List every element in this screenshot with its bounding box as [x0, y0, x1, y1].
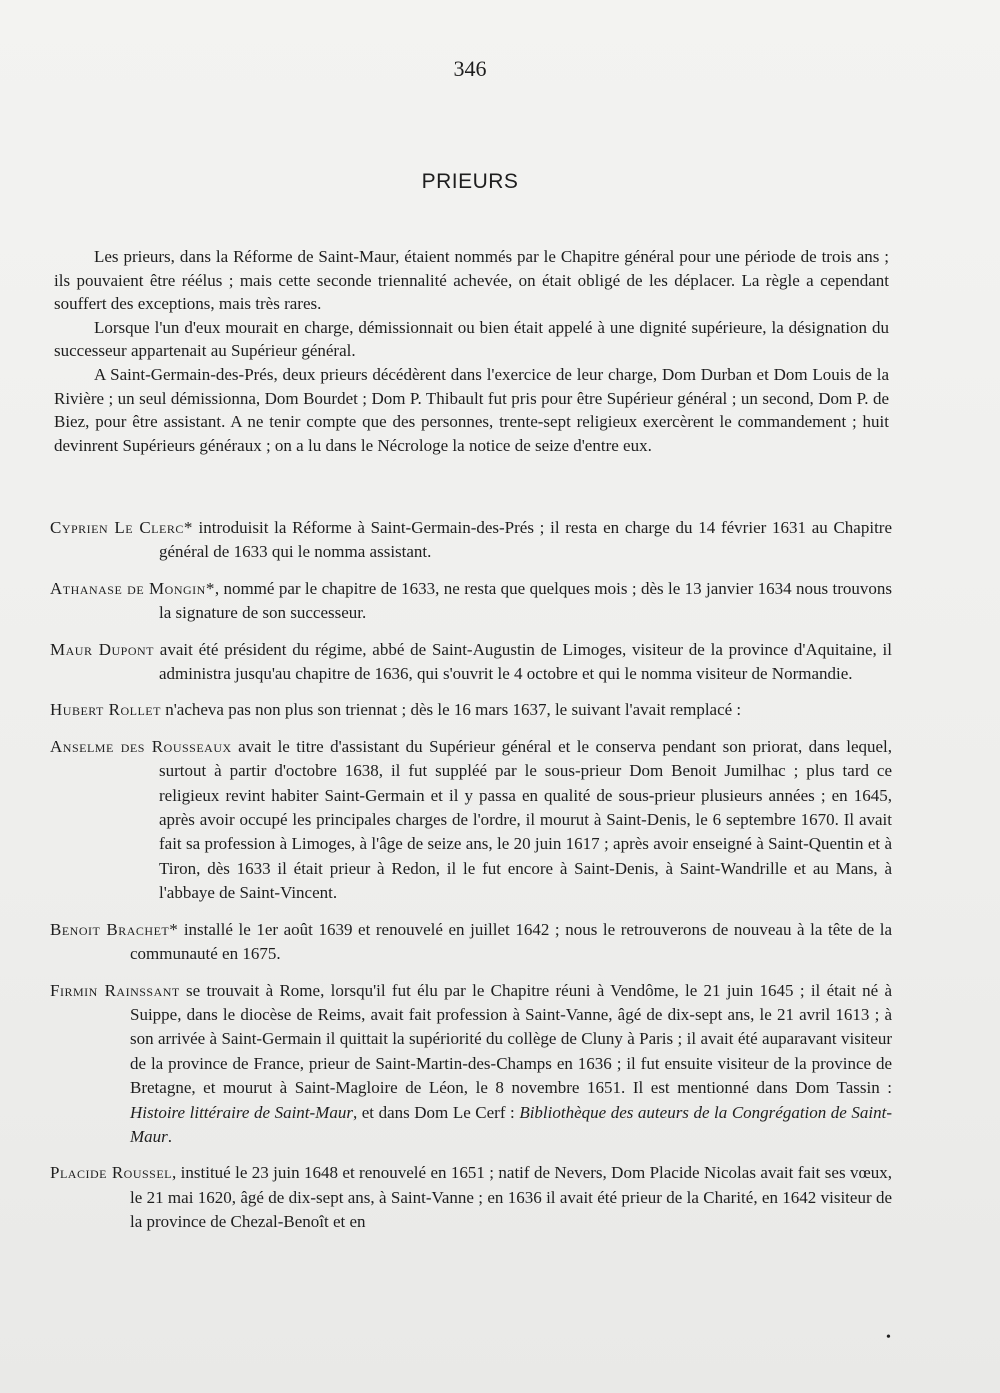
- prior-name: Anselme des Rousseaux: [50, 736, 232, 756]
- prior-entry: [50, 735, 892, 906]
- book-title-histoire: Histoire littéraire de Saint-Maur: [130, 1102, 353, 1122]
- prior-text: se trouvait à Rome, lorsqu'il fut élu par le Chapitre réuni à Vendôme, le 21 juin 1645 ; il était né à Suippe, dans le diocèse de Reims, avait fait profession à Saint-Vanne, âgé de dix-sept ans, le 21 avril 1613 ; à son arrivée à Saint-Germain il quittait la supériorité du collège de Cluny à Paris ; il avait été auparavant visiteur de la province de France, prieur de Saint-Martin-des-Champs en 1636 ; il fut ensuite visiteur de la province de Bretagne, et mourut à Saint-Magloire de Léon, le 8 novembre 1651. Il est mentionné dans Dom Tassin :: [130, 980, 892, 1098]
- prior-entry: [50, 698, 892, 722]
- page-mark: •: [886, 1330, 891, 1345]
- prior-entry: [50, 638, 892, 687]
- prior-name: Firmin Rainssant: [50, 980, 180, 1000]
- prior-entry: [50, 577, 892, 626]
- prior-name: Athanase de Mongin*: [50, 578, 215, 598]
- book-title-bibliotheque: Bibliothèque des auteurs de la Congrégation de Saint-Maur: [130, 1102, 892, 1146]
- prior-text: , institué le 23 juin 1648 et renouvelé en 1651 ; natif de Nevers, Dom Placide Nicolas avait fait ses vœux, le 21 mai 1620, âgé de dix-sept ans, à Saint-Vanne ; en 1636 il avait été prieur de la Charité, en 1642 visiteur de la province de Chezal-Benoît et en: [130, 1163, 892, 1232]
- intro-paragraph: Lorsque l'un d'eux mourait en charge, démissionnait ou bien était appelé à une dignité supérieure, la désignation du successeur appartenait au Supérieur général.: [54, 317, 889, 361]
- page-number: 346: [453, 56, 487, 81]
- prior-text: installé le 1er août 1639 et renouvelé en juillet 1642 ; nous le retrouverons de nouveau à la tête de la communauté en 1675.: [130, 919, 892, 964]
- intro-section: [54, 245, 889, 457]
- prior-name: Benoit Brachet*: [50, 919, 179, 939]
- prior-text: n'acheva pas non plus son triennat ; dès le 16 mars 1637, le suivant l'avait remplacé :: [160, 700, 742, 720]
- page-title: PRIEURS: [421, 170, 519, 193]
- prior-name: Cyprien Le Clerc*: [50, 518, 193, 537]
- prior-text-mid: , et dans Dom Le Cerf :: [352, 1102, 520, 1122]
- prior-entry: [50, 516, 892, 565]
- intro-paragraph: Les prieurs, dans la Réforme de Saint-Maur, étaient nommés par le Chapitre général pour une période de trois ans ; ils pouvaient être réélus ; mais cette seconde triennalité achevée, on était obligé de les déplacer. La règle a cependant souffert des exceptions, mais très rares.: [54, 247, 889, 314]
- prior-text-end: .: [167, 1126, 173, 1146]
- prior-name: Hubert Rollet: [50, 700, 161, 720]
- prior-entry: [50, 1161, 892, 1234]
- prior-list: [50, 516, 892, 1247]
- prior-text: avait le titre d'assistant du Supérieur général et le conserva pendant son priorat, dans lequel, surtout à partir d'octobre 1638, il fut suppléé par le sous-prieur Dom Benoit Jumilhac ; plus tard ce religieux revint habiter Saint-Germain et il y passa en qualité de sous-prieur plusieurs années ; en 1645, après avoir occupé les principales charges de l'ordre, il mourut à Saint-Denis, le 6 septembre 1670. Il avait fait sa profession à Limoges, à l'âge de seize ans, le 20 juin 1617 ; après avoir enseigné à Saint-Quentin et à Tiron, dès 1633 il était prieur à Redon, il le fut encore à Saint-Denis, à Saint-Wandrille et au Mans, à l'abbaye de Saint-Vincent.: [159, 736, 893, 903]
- prior-text: , nommé par le chapitre de 1633, ne resta que quelques mois ; dès le 13 janvier 1634 nous trouvons la signature de son successeur.: [159, 578, 893, 623]
- prior-text: introduisit la Réforme à Saint-Germain-des-Prés ; il resta en charge du 14 février 1631 au Chapitre général de 1633 qui le nomma assistant.: [159, 518, 893, 562]
- prior-text: avait été président du régime, abbé de Saint-Augustin de Limoges, visiteur de la province d'Aquitaine, il administra jusqu'au chapitre de 1636, qui s'ouvrit le 4 octobre et qui le nomma visiteur de Normandie.: [154, 639, 893, 684]
- prior-name: Maur Dupont: [50, 639, 155, 659]
- prior-entry: [50, 918, 892, 967]
- prior-name: Placide Roussel: [50, 1163, 173, 1183]
- intro-paragraph: A Saint-Germain-des-Prés, deux prieurs décédèrent dans l'exercice de leur charge, Dom Durban et Dom Louis de la Rivière ; un seul démissionna, Dom Bourdet ; Dom P. Thibault fut pris pour être Supérieur général ; un second, Dom P. de Biez, pour être assistant. A ne tenir compte que des personnes, trente-sept religieux exercèrent le commandement ; huit devinrent Supérieurs généraux ; on a lu dans le Nécrologe la notice de seize d'entre eux.: [54, 364, 889, 455]
- prior-entry: [50, 979, 892, 1150]
